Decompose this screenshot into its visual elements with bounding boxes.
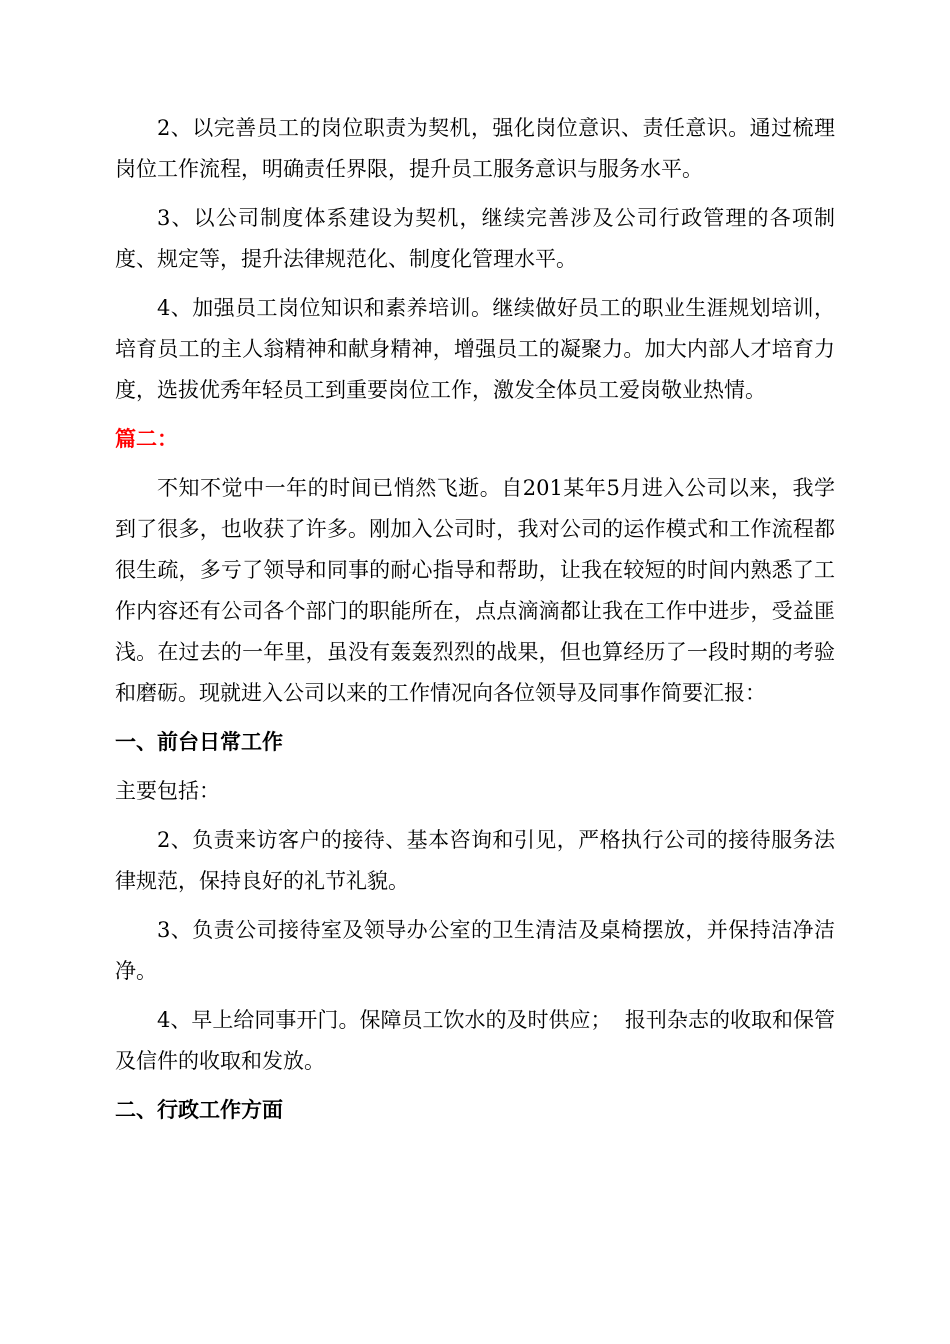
paragraph-item-2: 2、以完善员工的岗位职责为契机，强化岗位意识、责任意识。通过梳理岗位工作流程，明确责任界限，提升员工服务意识与服务水平。 xyxy=(115,116,835,181)
section-one-item-2: 2、负责来访客户的接待、基本咨询和引见，严格执行公司的接待服务法律规范，保持良好的礼节礼貌。 xyxy=(115,828,835,893)
section-one-title: 一、前台日常工作 xyxy=(115,730,283,754)
section-one-item-4: 4、早上给同事开门。保障员工饮水的及时供应； 报刊杂志的收取和保管及信件的收取和发放。 xyxy=(115,1008,835,1073)
section-one-lead: 主要包括： xyxy=(115,779,220,803)
document-page xyxy=(115,108,835,1139)
intro-paragraph: 不知不觉中一年的时间已悄然飞逝。自201某年5月进入公司以来，我学到了很多，也收获了许多。刚加入公司时，我对公司的运作模式和工作流程都很生疏，多亏了领导和同事的耐心指导和帮助，让我在较短的时间内熟悉了工作内容还有公司各个部门的职能所在，点点滴滴都让我在工作中进步，受益匪浅。在过去的一年里，虽没有轰轰烈烈的战果，但也算经历了一段时期的考验和磨砺。现就进入公司以来的工作情况向各位领导及同事作简要汇报： xyxy=(115,476,835,705)
part-two-heading: 篇二： xyxy=(115,427,178,451)
section-two-title: 二、行政工作方面 xyxy=(115,1098,283,1122)
paragraph-item-4: 4、加强员工岗位知识和素养培训。继续做好员工的职业生涯规划培训，培育员工的主人翁精神和献身精神，增强员工的凝聚力。加大内部人才培育力度，选拔优秀年轻员工到重要岗位工作，激发全体员工爱岗敬业热情。 xyxy=(115,296,835,402)
paragraph-item-3: 3、以公司制度体系建设为契机，继续完善涉及公司行政管理的各项制度、规定等，提升法律规范化、制度化管理水平。 xyxy=(115,206,835,271)
section-one-item-3: 3、负责公司接待室及领导办公室的卫生清洁及桌椅摆放，并保持洁净洁净。 xyxy=(115,918,835,983)
